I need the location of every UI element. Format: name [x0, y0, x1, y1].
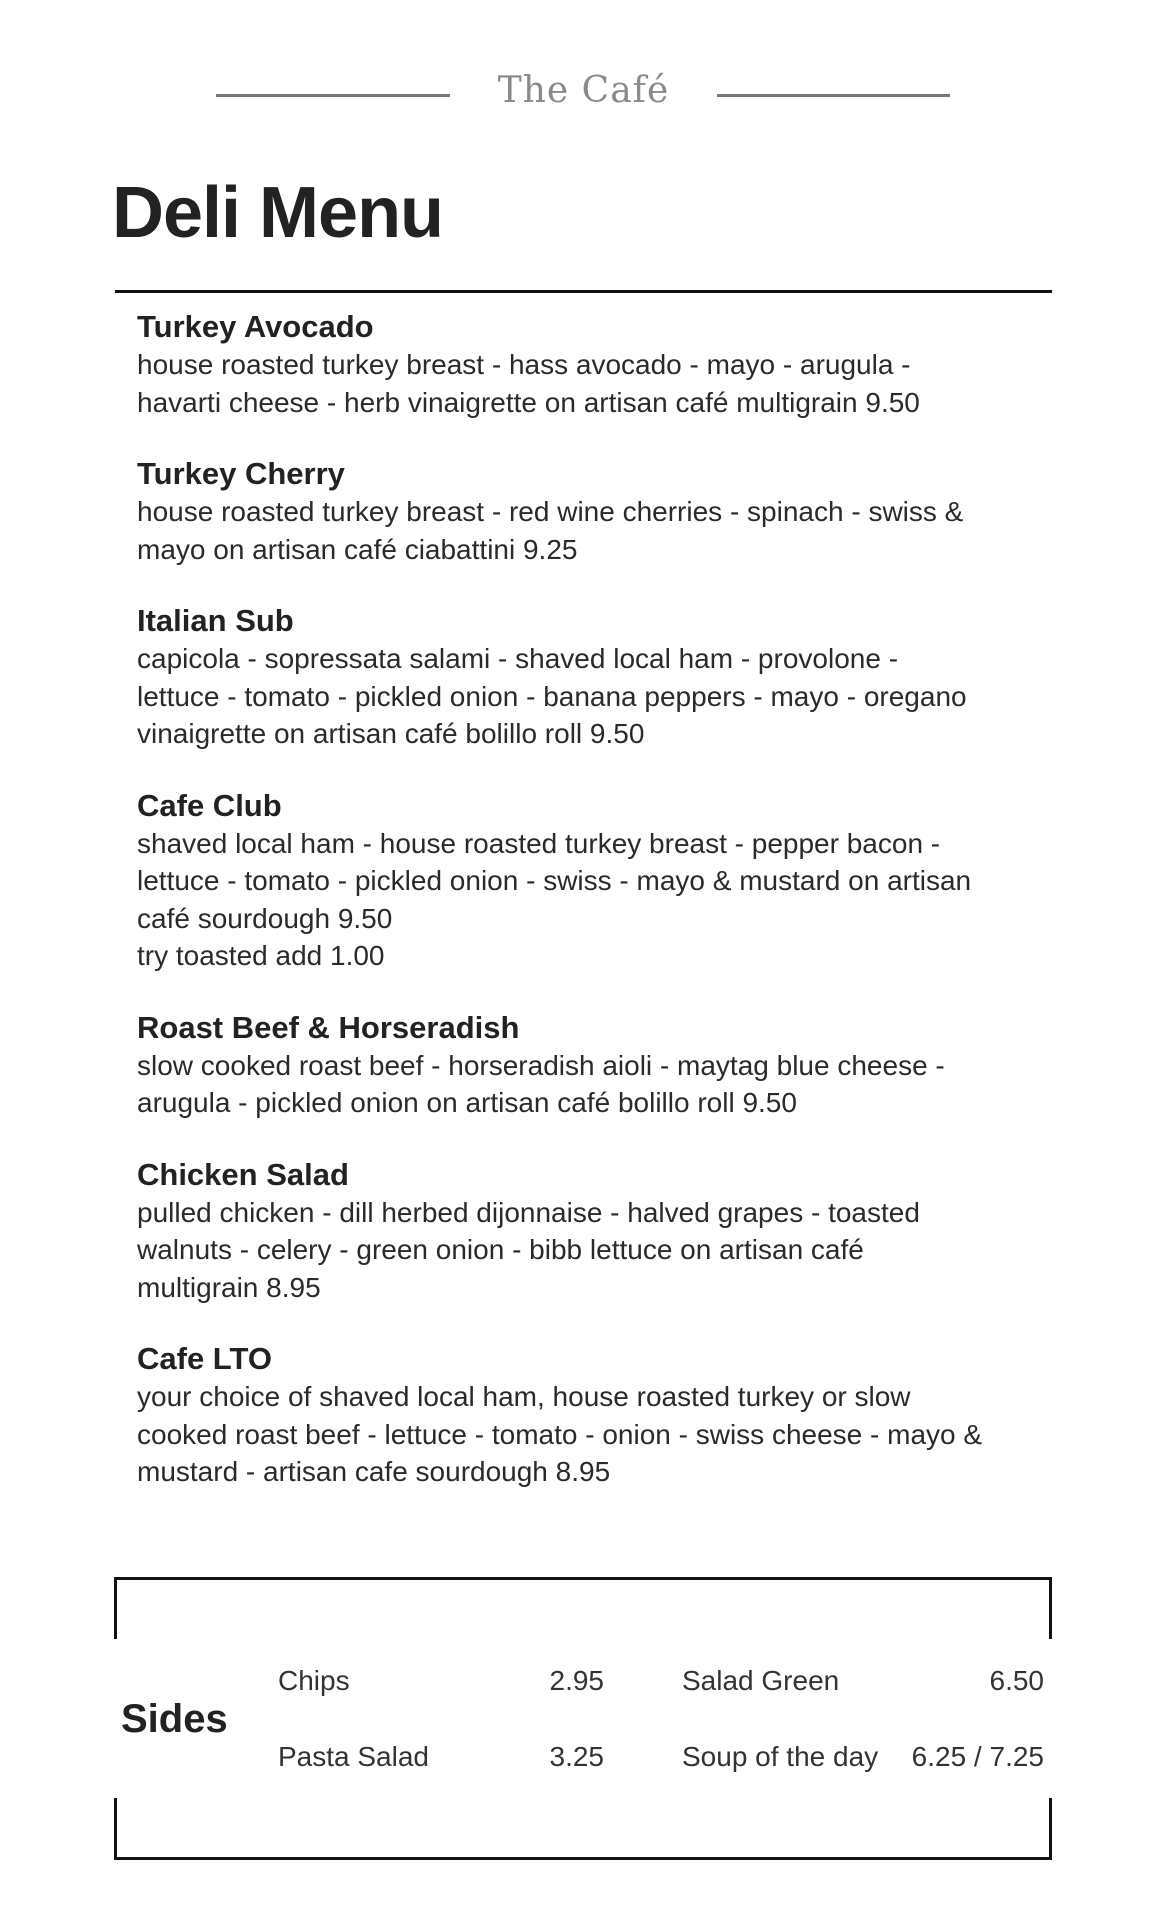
menu-item-name: Turkey Cherry: [137, 456, 345, 491]
menu-item-description: house roasted turkey breast - red wine cherries - spinach - swiss & mayo on artisan café ciabattini 9.25: [137, 496, 964, 565]
menu-item-description: slow cooked roast beef - horseradish aioli - maytag blue cheese - arugula - pickled onion on artisan café bolillo roll 9.50: [137, 1049, 945, 1118]
side-item-name-soup-of-the-day: Soup of the day: [682, 1741, 879, 1772]
menu-items: [137, 308, 1037, 1525]
menu-item-name: Chicken Salad: [137, 1156, 349, 1192]
menu-item-italian-sub: [137, 602, 1037, 753]
side-item-name-pasta-salad: Pasta Salad: [278, 1741, 429, 1772]
side-item-name-salad-green: Salad Green: [682, 1665, 840, 1696]
sides-box-bottom-border: [114, 1857, 1052, 1860]
sides-box-left-border-bottom: [114, 1798, 117, 1860]
menu-item-name: Roast Beef & Horseradish: [137, 1009, 520, 1045]
title-divider: [115, 290, 1052, 293]
sides-box-top-border: [114, 1577, 1052, 1580]
menu-item-description: shaved local ham - house roasted turkey breast - pepper bacon - lettuce - tomato - pickled onion - swiss - mayo & mustard on artisan café sourdough 9.50 try toasted add 1.00: [137, 827, 972, 971]
menu-item-turkey-avocado: [137, 308, 1037, 421]
menu-item-roast-beef-horseradish: [137, 1009, 1037, 1122]
page-title: Deli Menu: [112, 173, 444, 253]
sides-box-right-border-top: [1049, 1577, 1052, 1639]
menu-item-name: Cafe Club: [137, 787, 282, 823]
side-item-price-soup-of-the-day: 6.25 / 7.25: [911, 1741, 1044, 1772]
menu-item-name: Cafe LTO: [137, 1341, 272, 1376]
sides-title: Sides: [121, 1697, 228, 1741]
menu-item-turkey-cherry: [137, 455, 1037, 568]
menu-item-description: capicola - sopressata salami - shaved local ham - provolone - lettuce - tomato - pickled onion - banana peppers - mayo - oregano vinaigrette on artisan café bolillo roll 9.50: [137, 643, 967, 749]
side-item-price-chips: 2.95: [549, 1665, 604, 1696]
menu-item-cafe-lto: [137, 1340, 1037, 1491]
menu-item-description: house roasted turkey breast - hass avocado - mayo - arugula - havarti cheese - herb vinaigrette on artisan café multigrain 9.50: [137, 349, 920, 418]
menu-item-name: Turkey Avocado: [137, 309, 374, 344]
side-item-price-pasta-salad: 3.25: [549, 1741, 604, 1772]
menu-item-name: Italian Sub: [137, 603, 294, 638]
side-item-price-salad-green: 6.50: [989, 1665, 1044, 1696]
menu-item-cafe-club: [137, 787, 1037, 975]
menu-item-description: your choice of shaved local ham, house roasted turkey or slow cooked roast beef - lettuce - tomato - onion - swiss cheese - mayo & mustard - artisan cafe sourdough 8.95: [137, 1381, 983, 1487]
brand-name: The Café: [497, 70, 670, 111]
sides-box-left-border-top: [114, 1577, 117, 1639]
side-item-name-chips: Chips: [278, 1665, 350, 1696]
sides-box: [114, 1577, 1052, 1860]
menu-item-chicken-salad: [137, 1156, 1037, 1307]
brand-divider-left: [216, 94, 450, 97]
brand-divider-right: [717, 94, 950, 97]
menu-item-description: pulled chicken - dill herbed dijonnaise - halved grapes - toasted walnuts - celery - green onion - bibb lettuce on artisan café multigrain 8.95: [137, 1196, 920, 1303]
sides-box-right-border-bottom: [1049, 1798, 1052, 1860]
